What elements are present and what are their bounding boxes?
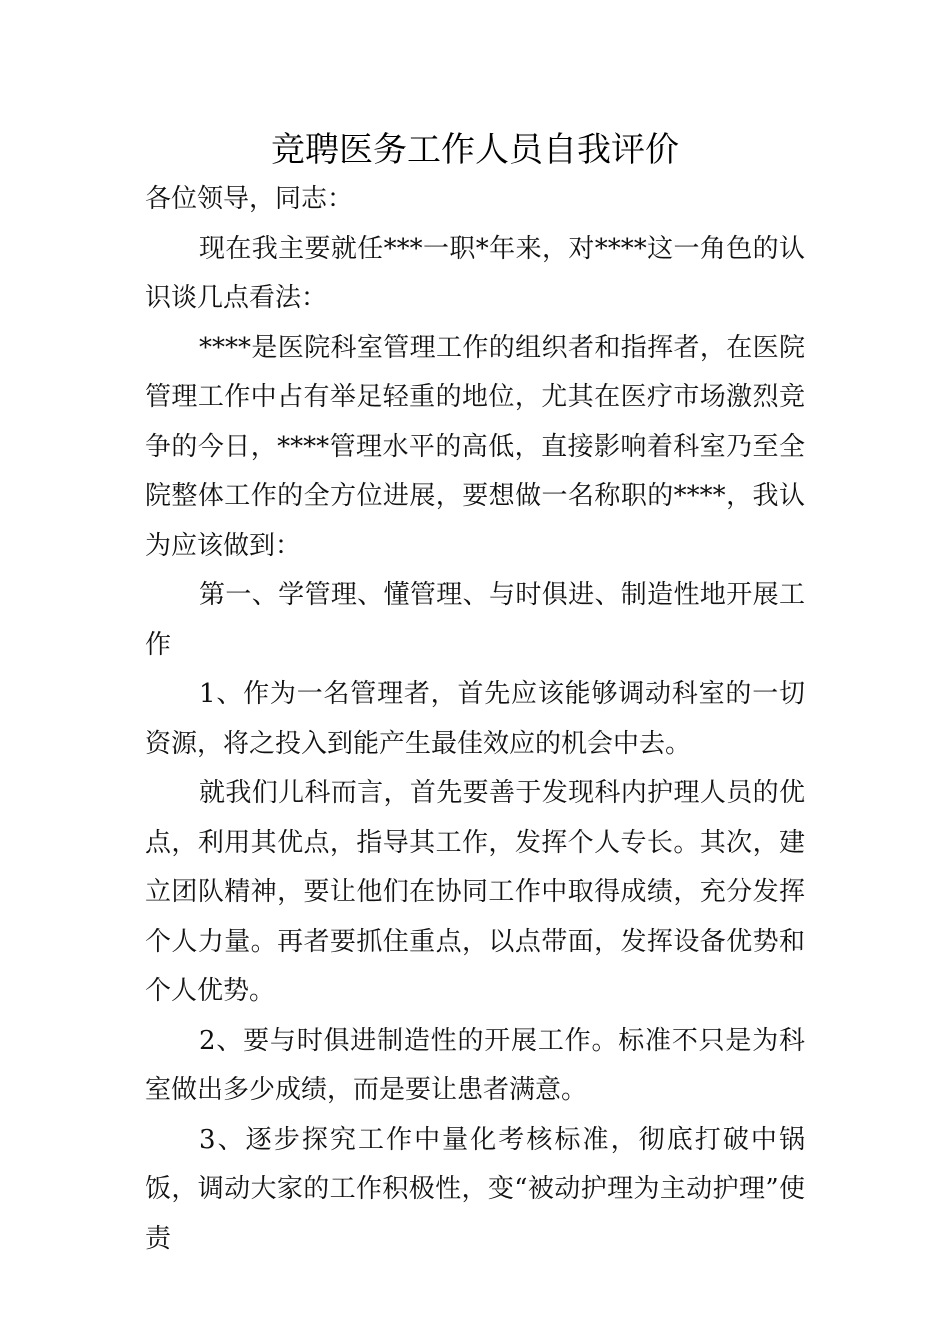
paragraph: 现在我主要就任***一职*年来，对****这一角色的认识谈几点看法：	[145, 233, 805, 313]
paragraph: 3、逐步探究工作中量化考核标准，彻底打破中锅饭，调动大家的工作积极性，变“被动护理为主动护理”使责	[145, 1124, 805, 1254]
paragraph: 就我们儿科而言，首先要善于发现科内护理人员的优点，利用其优点，指导其工作，发挥个人专长。其次，建立团队精神，要让他们在协同工作中取得成绩，充分发挥个人力量。再者要抓住重点，以点带面，发挥设备优势和个人优势。	[145, 778, 805, 1006]
paragraph: 2、要与时俱进制造性的开展工作。标准不只是为科室做出多少成绩，而是要让患者满意。	[145, 1025, 805, 1105]
document-title: 竞聘医务工作人员自我评价	[271, 130, 679, 170]
paragraph: ****是医院科室管理工作的组织者和指挥者，在医院管理工作中占有举足轻重的地位，尤其在医疗市场激烈竞争的今日，****管理水平的高低，直接影响着科室乃至全院整体工作的全方位进展，要想做一名称职的****，我认为应该做到：	[145, 332, 805, 561]
paragraph: 1、作为一名管理者，首先应该能够调动科室的一切资源，将之投入到能产生最佳效应的机会中去。	[145, 679, 805, 759]
section-heading: 第一、学管理、懂管理、与时俱进、制造性地开展工作	[145, 580, 805, 660]
document-body	[145, 175, 805, 1264]
salutation: 各位领导，同志：	[145, 184, 354, 214]
